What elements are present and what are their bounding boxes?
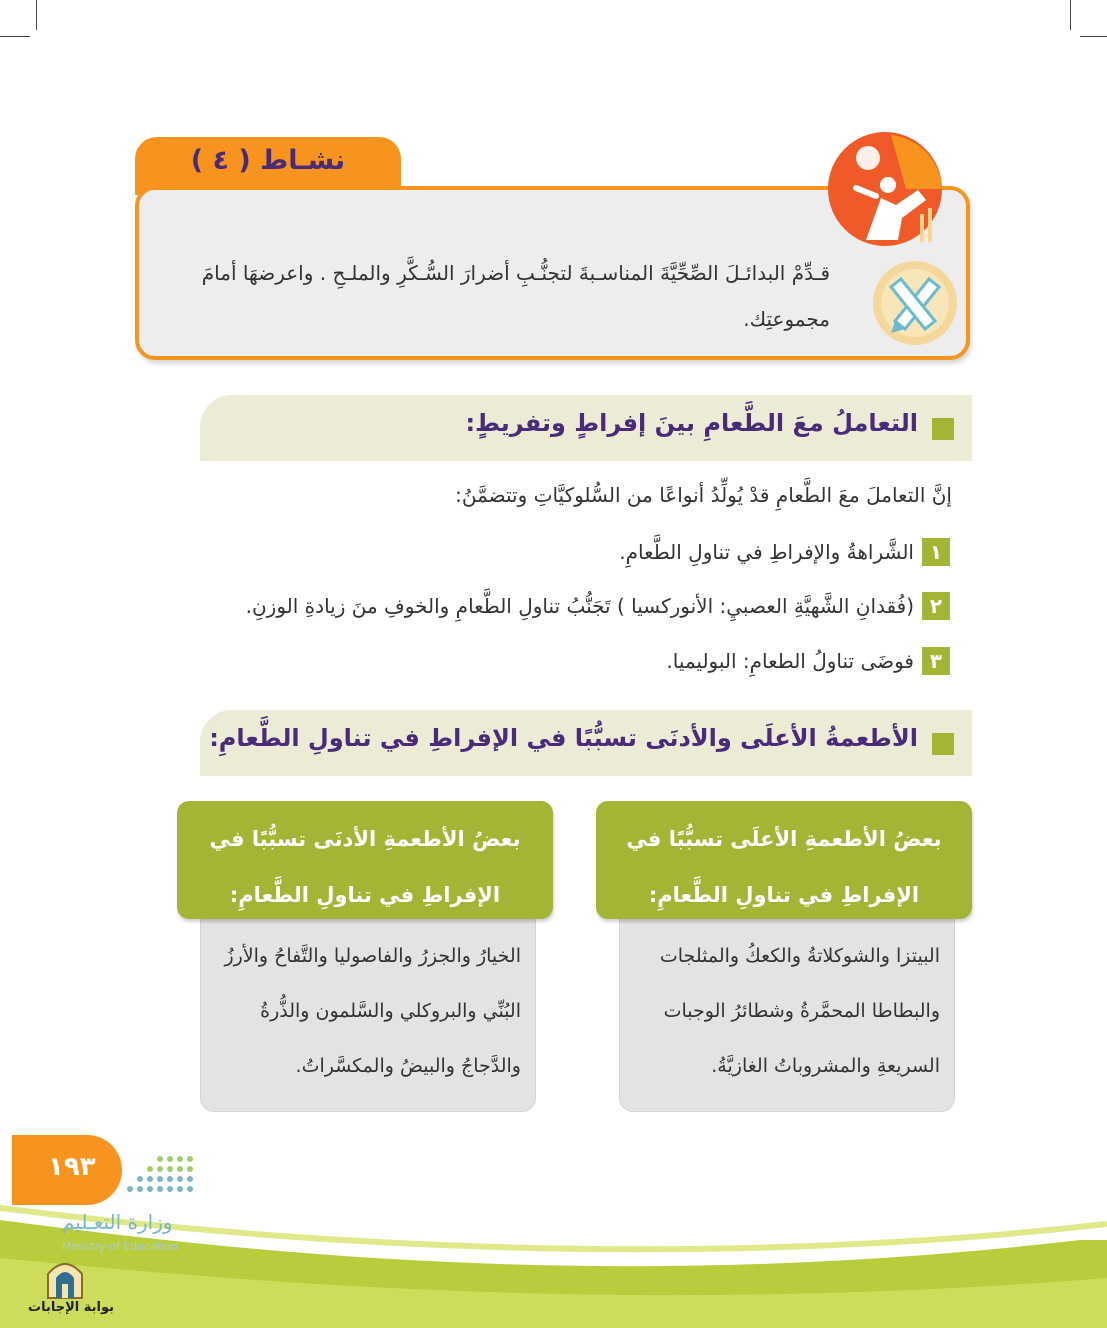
section-title: التعاملُ معَ الطَّعامِ بينَ إفراطٍ وتفريطٍ: xyxy=(465,409,918,437)
activity-instructions xyxy=(165,250,830,342)
item-number: ٣ xyxy=(922,647,950,675)
item-text: (فُقدانِ الشَّهيَّةِ العصبيِ: الأنوركسيا ) تَجَنُّبُ تناولِ الطَّعامِ والخوفِ منَ زيادةِ الوزنِ. xyxy=(245,594,914,618)
activity-emblem-icon xyxy=(826,130,944,248)
section-header-handling-food xyxy=(200,395,972,461)
activity-label: نشـاط ( ٤ ) xyxy=(190,145,346,176)
activity-line-1: قـدِّمْ البدائـلَ الصِّحِّيَّةَ المناسـبةَ لتجنُّـبِ أضرارَ السُّـكَّرِ والملـحِ . واعرضهَا أمامَ xyxy=(201,261,830,285)
item-text: الشَّراهةُ والإفراطِ في تناولِ الطَّعامِ. xyxy=(619,540,914,564)
crop-mark xyxy=(36,0,37,30)
high-foods-list: البيتزا والشوكلاتةُ والكعكُ والمثلجات والبطاطا المحمَّرةُ وشطائرُ الوجبات السريعةِ والمشروباتُ الغازيَّةُ. xyxy=(659,945,940,1077)
ministry-name-ar: وزارة التعـليم xyxy=(62,1210,173,1234)
ministry-name-en: Ministry of Education xyxy=(62,1240,179,1253)
section-header-foods xyxy=(200,710,972,776)
high-foods-header xyxy=(596,801,972,919)
item-text: فوضَى تناولُ الطعامِ: البوليميا. xyxy=(666,649,914,673)
crop-mark xyxy=(1080,36,1107,37)
high-foods-title: بعضُ الأطعمةِ الأعلَى تسبُّبًا في الإفراطِ في تناولِ الطَّعامِ: xyxy=(626,827,942,907)
intro-paragraph: إنَّ التعاملَ معَ الطَّعامِ قدْ يُولِّدُ أنواعًا من السُّلوكيَّاتِ وتتضمَّنُ: xyxy=(455,483,952,507)
item-number: ٢ xyxy=(922,592,950,620)
low-foods-title: بعضُ الأطعمةِ الأدنَى تسبُّبًا في الإفراطِ في تناولِ الطَّعامِ: xyxy=(209,827,521,907)
section-bullet-icon xyxy=(932,418,954,440)
low-foods-body xyxy=(200,910,536,1112)
section-title: الأطعمةُ الأعلَى والأدنَى تسبُّبًا في الإفراطِ في تناولِ الطَّعامِ: xyxy=(209,724,918,752)
crop-mark xyxy=(1070,0,1071,30)
pencil-icon xyxy=(871,259,959,347)
crop-mark xyxy=(0,36,30,37)
section-bullet-icon xyxy=(932,733,954,755)
high-foods-body xyxy=(619,910,955,1112)
list-item xyxy=(619,538,950,568)
low-foods-list: الخيارُ والجزرُ والفاصوليا والتَّفاحُ والأرزُ البُنِّي والبروكلي والسَّلمون والذُّرةُ والدَّجاجُ والبيضُ والمكسَّراتُ. xyxy=(224,945,521,1077)
list-item xyxy=(666,647,950,677)
page-number: ١٩٣ xyxy=(48,1152,96,1182)
item-number: ١ xyxy=(922,538,950,566)
ministry-logo-icon xyxy=(60,1155,200,1199)
activity-line-2: مجموعتِك. xyxy=(743,307,830,331)
list-item xyxy=(246,592,950,622)
answers-portal-label: بوابة الإجابات xyxy=(28,1300,114,1315)
low-foods-header xyxy=(177,801,553,919)
answers-portal-logo-icon xyxy=(44,1256,86,1300)
